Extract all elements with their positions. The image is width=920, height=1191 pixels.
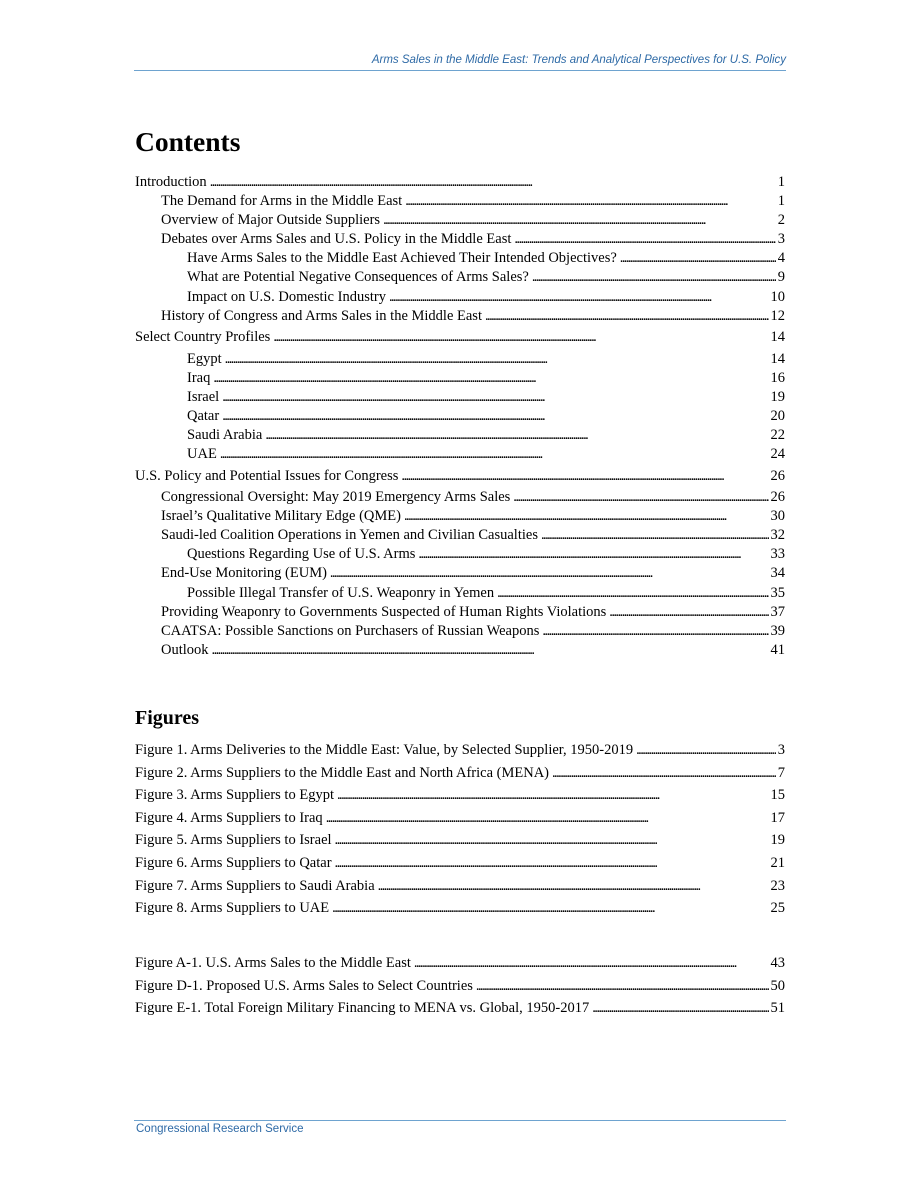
figure-entry-d1[interactable] (135, 975, 785, 998)
dot-leader (332, 897, 768, 920)
toc-entry-saudi-arabia[interactable] (135, 426, 785, 445)
running-header: Arms Sales in the Middle East: Trends and Analytical Perspectives for U.S. Policy (371, 54, 786, 66)
dot-leader (592, 997, 768, 1020)
toc-entry-title: UAE (187, 446, 217, 463)
footer-rule (134, 1120, 786, 1121)
figure-entry-page: 7 (777, 764, 785, 781)
figure-entry-page: 3 (777, 742, 785, 758)
toc-entry-iraq[interactable] (135, 369, 785, 388)
toc-entry-title: Israel (187, 388, 220, 405)
figure-entry-page: 25 (770, 900, 785, 917)
toc-entry-uae[interactable] (135, 445, 785, 464)
toc-entry-title: Debates over Arms Sales and U.S. Policy in the Middle East (161, 231, 512, 248)
figure-entry-6[interactable] (135, 852, 785, 875)
dot-leader (552, 762, 776, 785)
toc-entry-page: 3 (777, 231, 785, 248)
dot-leader (335, 852, 769, 875)
figure-entry-2[interactable] (135, 762, 785, 785)
toc-entry-page: 33 (770, 546, 785, 563)
toc-entry-page: 30 (770, 508, 785, 525)
toc-entry-egypt[interactable] (135, 350, 785, 369)
toc-entry-page: 1 (777, 174, 785, 190)
toc-entry-use-of-us-arms[interactable] (135, 545, 785, 564)
figure-entry-page: 19 (770, 832, 785, 849)
toc-entry-page: 26 (770, 489, 785, 506)
toc-entry-title: Select Country Profiles (135, 329, 271, 346)
dot-leader (497, 584, 768, 603)
toc-entry-intended-objectives[interactable] (135, 249, 785, 268)
toc-entry-title: Egypt (187, 350, 222, 367)
toc-entry-page: 16 (770, 369, 785, 386)
toc-entry-page: 19 (770, 388, 785, 405)
toc-entry-title: U.S. Policy and Potential Issues for Congress (135, 467, 399, 484)
toc-entry-page: 35 (770, 584, 785, 601)
toc-entry-outlook[interactable] (135, 641, 785, 660)
toc-entry-page: 9 (777, 269, 785, 286)
toc-entry-title: Introduction (135, 174, 207, 190)
toc-entry-page: 24 (770, 446, 785, 463)
dot-leader (378, 875, 769, 898)
toc-entry-page: 1 (777, 193, 785, 210)
dot-leader (404, 507, 769, 526)
figure-entry-title: Figure E-1. Total Foreign Military Financing to MENA vs. Global, 1950-2017 (135, 1000, 590, 1017)
dot-leader (383, 211, 776, 230)
dot-leader (485, 307, 769, 326)
toc-entry-us-policy[interactable] (135, 467, 785, 486)
toc-entry-page: 4 (777, 250, 785, 267)
figure-entry-title: Figure D-1. Proposed U.S. Arms Sales to Select Countries (135, 977, 473, 994)
dot-leader (220, 445, 769, 464)
dot-leader (335, 829, 769, 852)
toc-entry-title: Congressional Oversight: May 2019 Emergency Arms Sales (161, 489, 511, 506)
appendix-figures-list (135, 952, 785, 1020)
toc-entry-page: 34 (770, 565, 785, 582)
figures-list (135, 739, 785, 920)
dot-leader (609, 603, 768, 622)
toc-entry-qatar[interactable] (135, 407, 785, 426)
figure-entry-title: Figure 7. Arms Suppliers to Saudi Arabia (135, 877, 375, 894)
toc-entry-country-profiles[interactable] (135, 328, 785, 347)
toc-entry-illegal-transfer[interactable] (135, 584, 785, 603)
dot-leader (326, 807, 769, 830)
toc-entry-page: 41 (770, 641, 785, 658)
figure-entry-page: 51 (770, 1000, 785, 1017)
figures-heading: Figures (135, 707, 200, 729)
figure-entry-3[interactable] (135, 784, 785, 807)
dot-leader (532, 268, 776, 287)
figure-entry-page: 15 (770, 787, 785, 804)
toc-entry-domestic-industry[interactable] (135, 288, 785, 307)
toc-entry-demand-for-arms[interactable] (135, 192, 785, 211)
figure-entry-page: 17 (770, 809, 785, 826)
dot-leader (225, 350, 769, 369)
dot-leader (414, 952, 769, 975)
toc-entry-history-of-congress[interactable] (135, 307, 785, 326)
toc-entry-negative-consequences[interactable] (135, 268, 785, 287)
toc-entry-page: 12 (770, 307, 785, 324)
toc-entry-title: Questions Regarding Use of U.S. Arms (187, 546, 416, 563)
header-rule (134, 70, 786, 71)
toc-entry-outside-suppliers[interactable] (135, 211, 785, 230)
toc-entry-page: 10 (770, 288, 785, 305)
figure-entry-a1[interactable] (135, 952, 785, 975)
dot-leader (212, 641, 769, 660)
dot-leader (330, 564, 769, 583)
toc-entry-title: Qatar (187, 407, 220, 424)
dot-leader (213, 369, 768, 388)
toc-entry-page: 22 (770, 427, 785, 443)
figure-entry-page: 21 (770, 854, 785, 871)
dot-leader (273, 328, 768, 347)
dot-leader (210, 173, 776, 192)
figure-entry-title: Figure 8. Arms Suppliers to UAE (135, 900, 330, 917)
toc-entry-title: Overview of Major Outside Suppliers (161, 212, 381, 229)
figure-entry-page: 50 (770, 977, 785, 994)
toc-entry-page: 32 (770, 527, 785, 544)
dot-leader (418, 545, 768, 564)
dot-leader (476, 975, 769, 998)
toc-entry-israel[interactable] (135, 388, 785, 407)
dot-leader (513, 488, 768, 507)
dot-leader (620, 249, 776, 268)
toc-entry-page: 14 (770, 329, 785, 346)
toc-entry-title: End-Use Monitoring (EUM) (161, 565, 327, 582)
toc-entry-debates[interactable] (135, 230, 785, 249)
figure-entry-title: Figure 2. Arms Suppliers to the Middle East and North Africa (MENA) (135, 764, 549, 781)
toc-entry-page: 37 (770, 603, 785, 620)
figure-entry-7[interactable] (135, 875, 785, 898)
dot-leader (405, 192, 776, 211)
contents-heading: Contents (135, 126, 241, 157)
dot-leader (265, 426, 768, 445)
figure-entry-4[interactable] (135, 807, 785, 830)
dot-leader (222, 388, 768, 407)
dot-leader (222, 407, 768, 426)
dot-leader (337, 784, 769, 807)
toc-entry-page: 26 (770, 467, 785, 484)
figure-entry-title: Figure 1. Arms Deliveries to the Middle East: Value, by Selected Supplier, 1950-2019 (135, 742, 634, 758)
dot-leader (401, 467, 768, 486)
toc-entry-page: 39 (770, 622, 785, 639)
footer-publisher: Congressional Research Service (136, 1123, 304, 1135)
toc-entry-caatsa[interactable] (135, 622, 785, 641)
toc-entry-title: Iraq (187, 369, 211, 386)
contents-list (135, 173, 785, 660)
toc-entry-yemen-coalition[interactable] (135, 526, 785, 545)
toc-entry-human-rights[interactable] (135, 603, 785, 622)
toc-entry-title: CAATSA: Possible Sanctions on Purchasers of Russian Weapons (161, 622, 540, 639)
figure-entry-5[interactable] (135, 829, 785, 852)
toc-entry-title: Saudi-led Coalition Operations in Yemen and Civilian Casualties (161, 527, 538, 544)
toc-entry-title: Impact on U.S. Domestic Industry (187, 288, 386, 305)
toc-entry-title: Israel’s Qualitative Military Edge (QME) (161, 508, 401, 525)
figure-entry-title: Figure A-1. U.S. Arms Sales to the Middle East (135, 955, 411, 971)
toc-entry-title: What are Potential Negative Consequences of Arms Sales? (187, 269, 529, 286)
figure-entry-title: Figure 6. Arms Suppliers to Qatar (135, 854, 332, 871)
toc-entry-end-use-monitoring[interactable] (135, 564, 785, 583)
figure-entry-e1[interactable] (135, 997, 785, 1020)
toc-entry-introduction[interactable] (135, 173, 785, 192)
dot-leader (542, 622, 768, 641)
toc-entry-title: History of Congress and Arms Sales in the Middle East (161, 307, 482, 324)
figure-entry-title: Figure 4. Arms Suppliers to Iraq (135, 809, 323, 826)
toc-entry-congressional-oversight[interactable] (135, 488, 785, 507)
toc-entry-israel-qme[interactable] (135, 507, 785, 526)
figure-entry-page: 23 (770, 877, 785, 894)
toc-entry-title: Possible Illegal Transfer of U.S. Weaponry in Yemen (187, 584, 495, 601)
toc-entry-page: 2 (777, 212, 785, 229)
toc-entry-title: Providing Weaponry to Governments Suspected of Human Rights Violations (161, 603, 607, 620)
dot-leader (389, 288, 769, 307)
dot-leader (541, 526, 769, 545)
toc-entry-page: 20 (770, 407, 785, 424)
toc-entry-title: Have Arms Sales to the Middle East Achieved Their Intended Objectives? (187, 250, 617, 267)
toc-entry-page: 14 (770, 350, 785, 367)
figure-entry-title: Figure 3. Arms Suppliers to Egypt (135, 787, 334, 804)
toc-entry-title: The Demand for Arms in the Middle East (161, 193, 403, 210)
figure-entry-8[interactable] (135, 897, 785, 920)
figure-entry-page: 43 (770, 955, 785, 971)
dot-leader (636, 739, 776, 762)
figure-entry-title: Figure 5. Arms Suppliers to Israel (135, 832, 332, 849)
toc-entry-title: Outlook (161, 641, 209, 658)
toc-entry-title: Saudi Arabia (187, 427, 263, 443)
figure-entry-1[interactable] (135, 739, 785, 762)
dot-leader (514, 230, 775, 249)
